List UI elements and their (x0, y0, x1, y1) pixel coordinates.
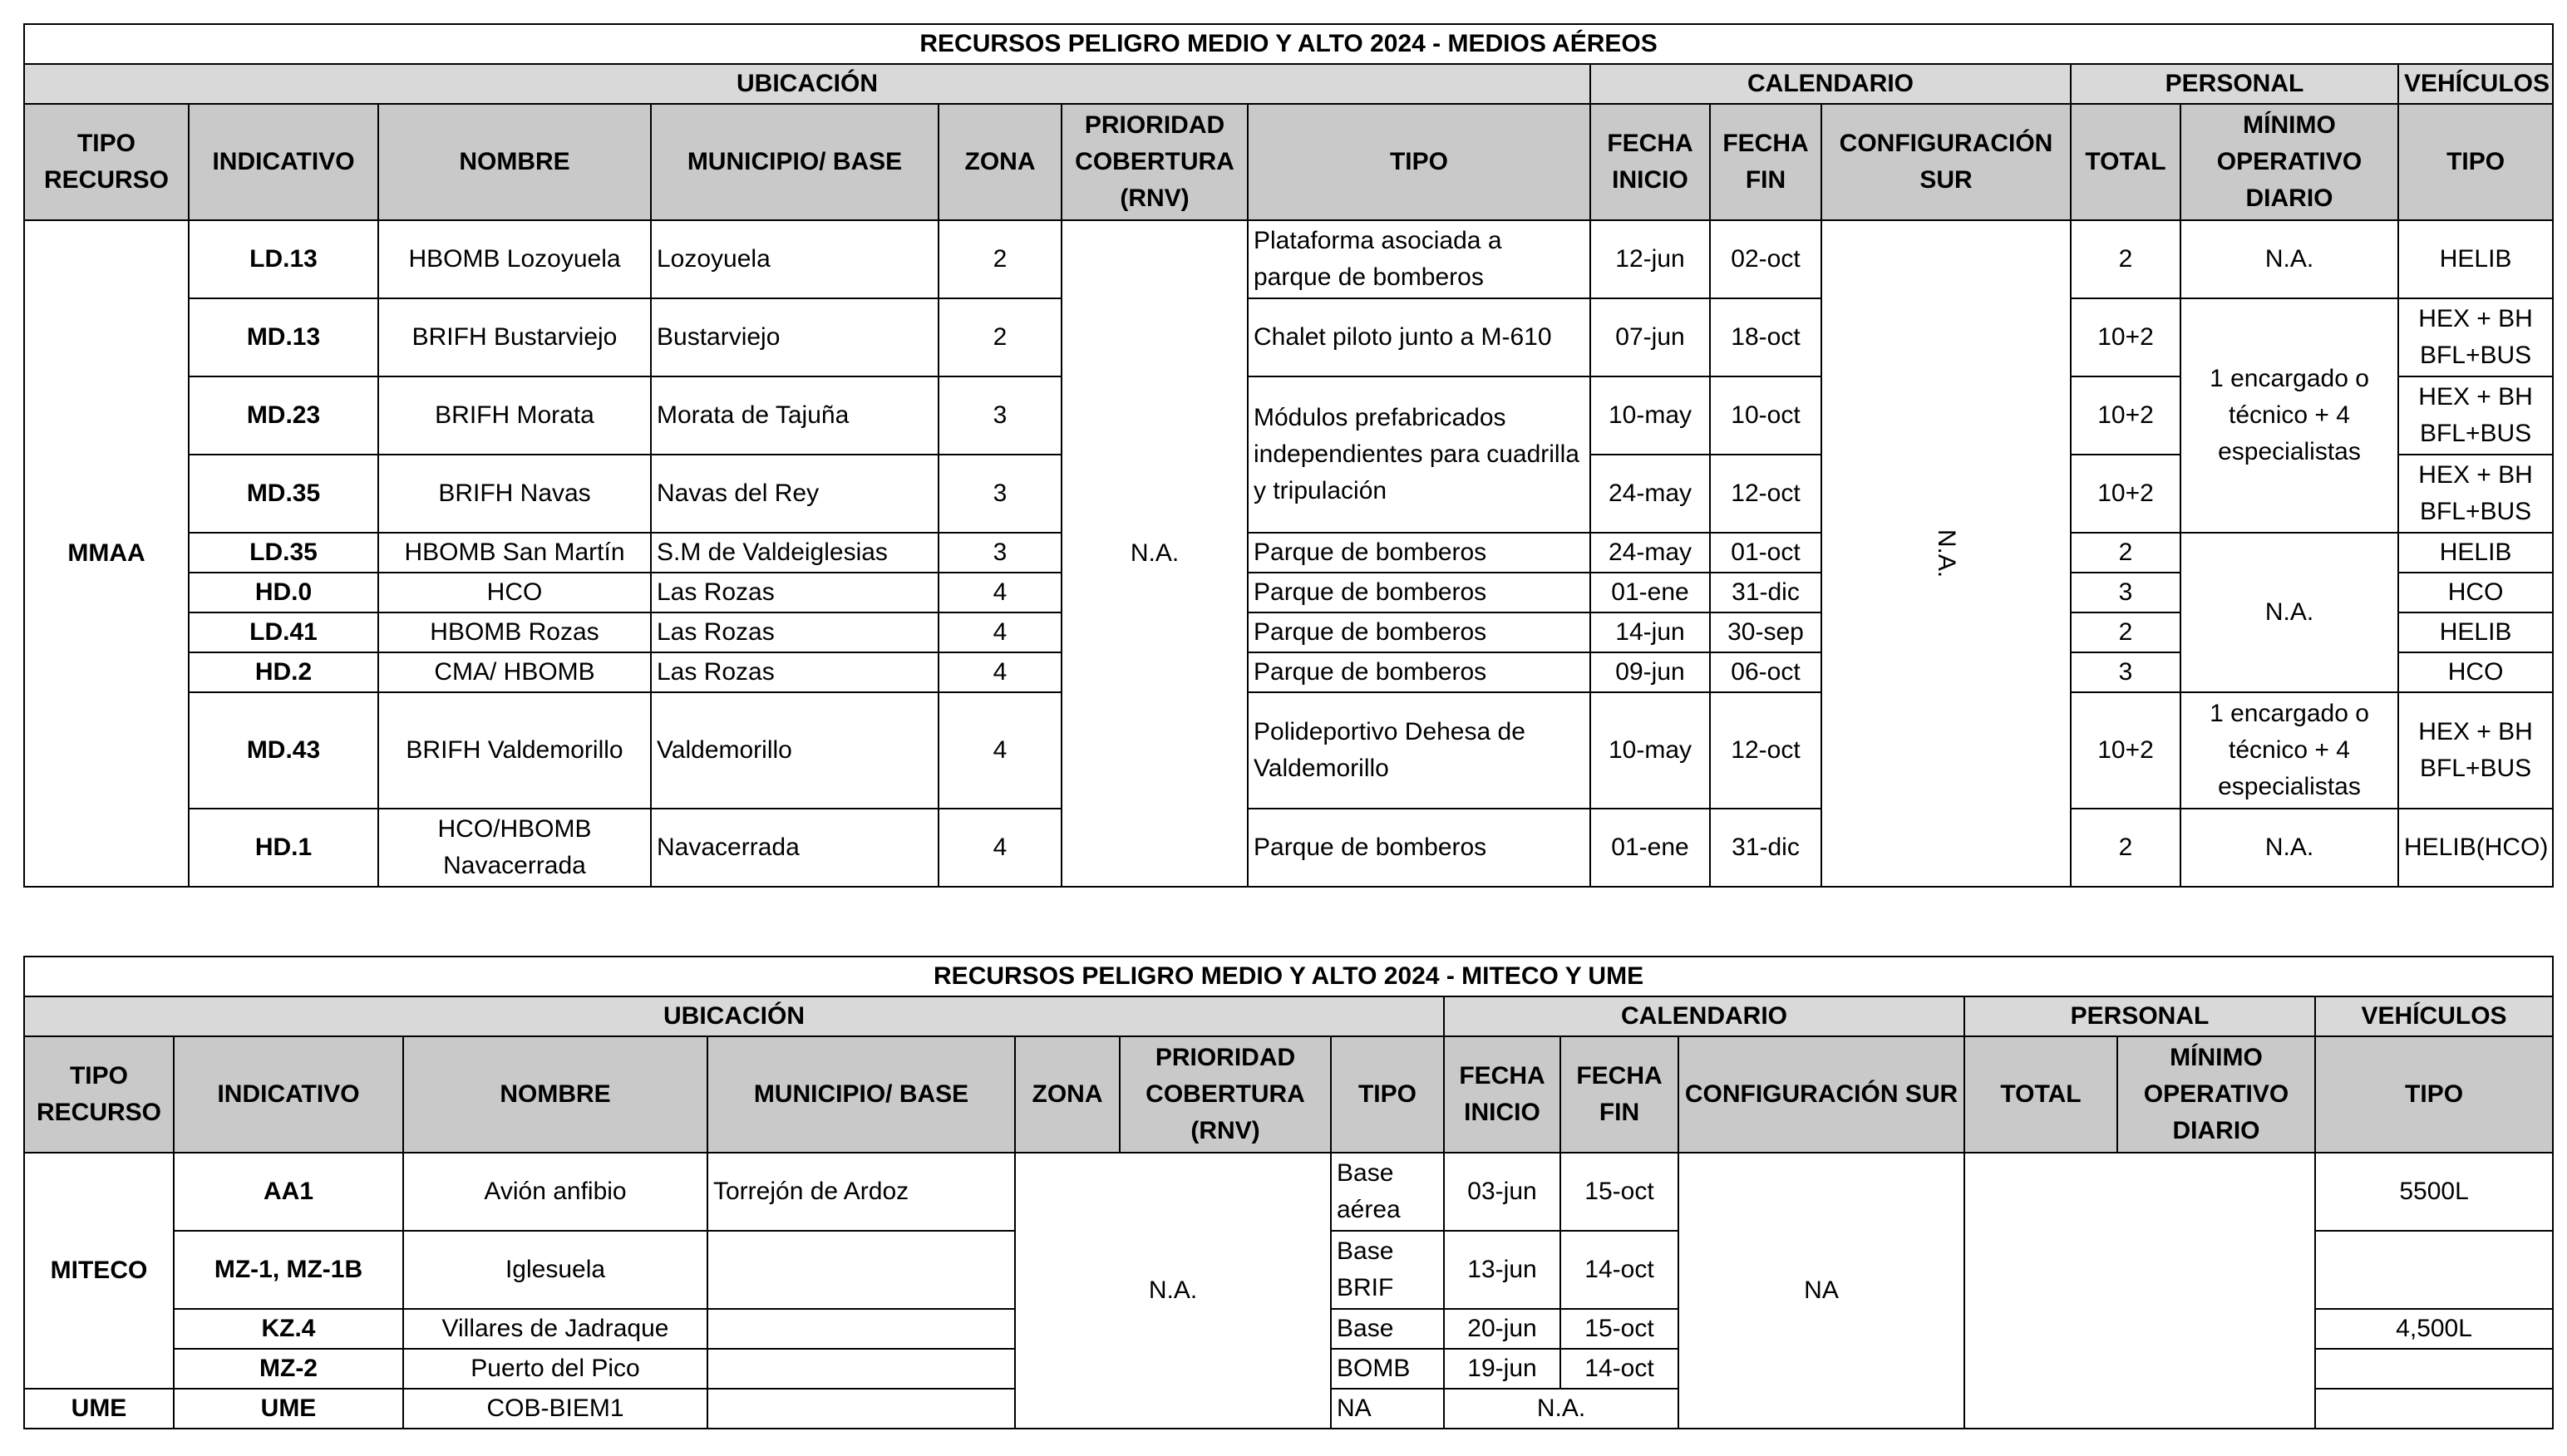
header-configuracion: CONFIGURACIÓN SUR (1678, 1036, 1964, 1153)
vehiculo-cell: HEX + BH BFL+BUS (2398, 298, 2553, 376)
configuracion-text: N.A. (1932, 529, 1960, 578)
zona-cell: 3 (939, 455, 1062, 533)
zona-cell: 2 (939, 220, 1062, 298)
header-fecha-inicio: FECHA INICIO (1444, 1036, 1560, 1153)
header-nombre: NOMBRE (403, 1036, 707, 1153)
table-title: RECURSOS PELIGRO MEDIO Y ALTO 2024 - MEDIOS AÉREOS (24, 24, 2553, 64)
table-row (24, 220, 2553, 298)
tipo-cell: Base BRIF (1331, 1231, 1444, 1309)
fecha-fin-cell: 15-oct (1560, 1309, 1678, 1349)
table-row (24, 612, 2553, 652)
nombre-cell: BRIFH Bustarviejo (378, 298, 651, 376)
miteco-ume-table (23, 956, 2554, 1429)
municipio-cell: Las Rozas (651, 612, 939, 652)
medios-aereos-table (23, 23, 2554, 888)
group-calendario: CALENDARIO (1444, 996, 1964, 1036)
fecha-fin-cell: 31-dic (1710, 809, 1821, 887)
municipio-cell (707, 1309, 1015, 1349)
fecha-inicio-cell: 03-jun (1444, 1153, 1560, 1231)
indicativo-cell: LD.41 (189, 612, 378, 652)
group-calendario: CALENDARIO (1590, 64, 2071, 104)
table-row (24, 809, 2553, 887)
header-municipio: MUNICIPIO/ BASE (707, 1036, 1015, 1153)
nombre-cell: COB-BIEM1 (403, 1389, 707, 1429)
nombre-cell: HBOMB San Martín (378, 533, 651, 573)
table-title: RECURSOS PELIGRO MEDIO Y ALTO 2024 - MITECO Y UME (24, 957, 2553, 996)
fecha-fin-cell: 01-oct (1710, 533, 1821, 573)
total-cell: 2 (2071, 533, 2180, 573)
nombre-cell: HBOMB Rozas (378, 612, 651, 652)
header-prioridad: PRIORIDAD COBERTURA (RNV) (1062, 104, 1248, 220)
tipo-recurso-cell: UME (24, 1389, 174, 1429)
total-cell: 3 (2071, 573, 2180, 612)
zona-cell: 3 (939, 533, 1062, 573)
nombre-cell: BRIFH Valdemorillo (378, 692, 651, 809)
fecha-inicio-cell: 01-ene (1590, 573, 1710, 612)
vehiculo-cell: HELIB (2398, 612, 2553, 652)
header-total: TOTAL (2071, 104, 2180, 220)
municipio-cell: Valdemorillo (651, 692, 939, 809)
vehiculo-cell: HELIB(HCO) (2398, 809, 2553, 887)
vehiculo-cell: 4,500L (2315, 1309, 2553, 1349)
municipio-cell (707, 1231, 1015, 1309)
nombre-cell: BRIFH Morata (378, 376, 651, 455)
group-ubicacion: UBICACIÓN (24, 996, 1444, 1036)
indicativo-cell: MD.13 (189, 298, 378, 376)
header-municipio: MUNICIPIO/ BASE (651, 104, 939, 220)
fecha-inicio-cell: 10-may (1590, 376, 1710, 455)
vehiculo-cell (2315, 1231, 2553, 1309)
table-row (24, 376, 2553, 455)
zona-cell: 4 (939, 573, 1062, 612)
vehiculo-cell: HEX + BH BFL+BUS (2398, 376, 2553, 455)
tipo-cell: Chalet piloto junto a M-610 (1248, 298, 1590, 376)
indicativo-cell: AA1 (174, 1153, 403, 1231)
fecha-fin-cell: 14-oct (1560, 1231, 1678, 1309)
header-vehiculo-tipo: TIPO (2398, 104, 2553, 220)
indicativo-cell: MZ-2 (174, 1349, 403, 1389)
municipio-cell (707, 1389, 1015, 1429)
table-row (24, 692, 2553, 809)
indicativo-cell: HD.2 (189, 652, 378, 692)
total-cell: 2 (2071, 809, 2180, 887)
tipo-cell: Parque de bomberos (1248, 809, 1590, 887)
header-fecha-inicio: FECHA INICIO (1590, 104, 1710, 220)
table-row (24, 533, 2553, 573)
nombre-cell: HCO/HBOMB Navacerrada (378, 809, 651, 887)
municipio-cell: Navas del Rey (651, 455, 939, 533)
tipo-cell: Base aérea (1331, 1153, 1444, 1231)
indicativo-cell: KZ.4 (174, 1309, 403, 1349)
header-fecha-fin: FECHA FIN (1560, 1036, 1678, 1153)
municipio-cell: Las Rozas (651, 573, 939, 612)
vehiculo-cell: HEX + BH BFL+BUS (2398, 692, 2553, 809)
table-row (24, 1153, 2553, 1231)
fecha-inicio-cell: 24-may (1590, 455, 1710, 533)
header-zona: ZONA (939, 104, 1062, 220)
zona-cell: 4 (939, 652, 1062, 692)
personal-cell (1964, 1153, 2315, 1429)
nombre-cell: HBOMB Lozoyuela (378, 220, 651, 298)
group-personal: PERSONAL (2071, 64, 2398, 104)
zona-cell: 3 (939, 376, 1062, 455)
tipo-cell: Plataforma asociada a parque de bomberos (1248, 220, 1590, 298)
minimo-cell: N.A. (2180, 809, 2398, 887)
tipo-cell: Parque de bomberos (1248, 612, 1590, 652)
prioridad-cell: N.A. (1015, 1153, 1331, 1429)
fecha-fin-cell: 02-oct (1710, 220, 1821, 298)
header-nombre: NOMBRE (378, 104, 651, 220)
nombre-cell: Villares de Jadraque (403, 1309, 707, 1349)
fecha-fin-cell: 06-oct (1710, 652, 1821, 692)
municipio-cell: Las Rozas (651, 652, 939, 692)
fecha-inicio-cell: 20-jun (1444, 1309, 1560, 1349)
fecha-inicio-cell: 13-jun (1444, 1231, 1560, 1309)
tipo-recurso-cell: MMAA (24, 220, 189, 887)
tipo-cell: Parque de bomberos (1248, 533, 1590, 573)
indicativo-cell: MZ-1, MZ-1B (174, 1231, 403, 1309)
header-zona: ZONA (1015, 1036, 1120, 1153)
total-cell: 3 (2071, 652, 2180, 692)
fecha-inicio-cell: 07-jun (1590, 298, 1710, 376)
fecha-fin-cell: 18-oct (1710, 298, 1821, 376)
header-tipo: TIPO (1248, 104, 1590, 220)
header-tipo-recurso: TIPO RECURSO (24, 1036, 174, 1153)
fecha-inicio-cell: 24-may (1590, 533, 1710, 573)
indicativo-cell: HD.1 (189, 809, 378, 887)
fecha-fin-cell: 15-oct (1560, 1153, 1678, 1231)
minimo-cell: 1 encargado o técnico + 4 especialistas (2180, 692, 2398, 809)
total-cell: 10+2 (2071, 455, 2180, 533)
vehiculo-cell: HCO (2398, 573, 2553, 612)
tipo-cell: Base (1331, 1309, 1444, 1349)
group-vehiculos: VEHÍCULOS (2398, 64, 2553, 104)
table-row (24, 298, 2553, 376)
nombre-cell: Puerto del Pico (403, 1349, 707, 1389)
indicativo-cell: UME (174, 1389, 403, 1429)
fecha-inicio-cell: 01-ene (1590, 809, 1710, 887)
municipio-cell: Morata de Tajuña (651, 376, 939, 455)
table-row (24, 652, 2553, 692)
zona-cell: 2 (939, 298, 1062, 376)
indicativo-cell: MD.43 (189, 692, 378, 809)
minimo-cell: 1 encargado o técnico + 4 especialistas (2180, 298, 2398, 533)
header-minimo: MÍNIMO OPERATIVO DIARIO (2117, 1036, 2315, 1153)
header-tipo: TIPO (1331, 1036, 1444, 1153)
total-cell: 2 (2071, 612, 2180, 652)
zona-cell: 4 (939, 809, 1062, 887)
header-indicativo: INDICATIVO (189, 104, 378, 220)
indicativo-cell: LD.35 (189, 533, 378, 573)
indicativo-cell: MD.35 (189, 455, 378, 533)
municipio-cell: Lozoyuela (651, 220, 939, 298)
tipo-cell: BOMB (1331, 1349, 1444, 1389)
fecha-fin-cell: 10-oct (1710, 376, 1821, 455)
nombre-cell: Avión anfibio (403, 1153, 707, 1231)
group-vehiculos: VEHÍCULOS (2315, 996, 2553, 1036)
fecha-fin-cell: 12-oct (1710, 692, 1821, 809)
nombre-cell: HCO (378, 573, 651, 612)
tipo-cell: Módulos prefabricados independientes para cuadrilla y tripulación (1248, 376, 1590, 533)
fecha-fin-cell: 30-sep (1710, 612, 1821, 652)
minimo-cell: N.A. (2180, 220, 2398, 298)
fecha-inicio-cell: 10-may (1590, 692, 1710, 809)
nombre-cell: CMA/ HBOMB (378, 652, 651, 692)
tipo-cell: Parque de bomberos (1248, 573, 1590, 612)
group-ubicacion: UBICACIÓN (24, 64, 1590, 104)
header-fecha-fin: FECHA FIN (1710, 104, 1821, 220)
municipio-cell (707, 1349, 1015, 1389)
vehiculo-cell (2315, 1349, 2553, 1389)
minimo-cell: N.A. (2180, 533, 2398, 692)
indicativo-cell: LD.13 (189, 220, 378, 298)
tipo-cell: Parque de bomberos (1248, 652, 1590, 692)
fecha-inicio-cell: 19-jun (1444, 1349, 1560, 1389)
fecha-inicio-cell: 09-jun (1590, 652, 1710, 692)
header-vehiculo-tipo: TIPO (2315, 1036, 2553, 1153)
total-cell: 10+2 (2071, 298, 2180, 376)
calendario-cell: N.A. (1444, 1389, 1678, 1429)
vehiculo-cell (2315, 1389, 2553, 1429)
fecha-fin-cell: 14-oct (1560, 1349, 1678, 1389)
total-cell: 2 (2071, 220, 2180, 298)
header-tipo-recurso: TIPO RECURSO (24, 104, 189, 220)
nombre-cell: Iglesuela (403, 1231, 707, 1309)
fecha-fin-cell: 31-dic (1710, 573, 1821, 612)
municipio-cell: S.M de Valdeiglesias (651, 533, 939, 573)
tipo-recurso-cell: MITECO (24, 1153, 174, 1389)
header-indicativo: INDICATIVO (174, 1036, 403, 1153)
fecha-inicio-cell: 12-jun (1590, 220, 1710, 298)
indicativo-cell: MD.23 (189, 376, 378, 455)
municipio-cell: Bustarviejo (651, 298, 939, 376)
tipo-cell: NA (1331, 1389, 1444, 1429)
vehiculo-cell: HEX + BH BFL+BUS (2398, 455, 2553, 533)
fecha-fin-cell: 12-oct (1710, 455, 1821, 533)
header-minimo: MÍNIMO OPERATIVO DIARIO (2180, 104, 2398, 220)
total-cell: 10+2 (2071, 692, 2180, 809)
indicativo-cell: HD.0 (189, 573, 378, 612)
municipio-cell: Torrejón de Ardoz (707, 1153, 1015, 1231)
header-total: TOTAL (1964, 1036, 2117, 1153)
prioridad-cell: N.A. (1062, 220, 1248, 887)
configuracion-cell: NA (1678, 1153, 1964, 1429)
tipo-cell: Polideportivo Dehesa de Valdemorillo (1248, 692, 1590, 809)
nombre-cell: BRIFH Navas (378, 455, 651, 533)
vehiculo-cell: HELIB (2398, 220, 2553, 298)
zona-cell: 4 (939, 612, 1062, 652)
table-row (24, 573, 2553, 612)
header-configuracion: CONFIGURACIÓN SUR (1821, 104, 2071, 220)
fecha-inicio-cell: 14-jun (1590, 612, 1710, 652)
header-prioridad: PRIORIDAD COBERTURA (RNV) (1120, 1036, 1331, 1153)
vehiculo-cell: HELIB (2398, 533, 2553, 573)
vehiculo-cell: HCO (2398, 652, 2553, 692)
total-cell: 10+2 (2071, 376, 2180, 455)
configuracion-cell (1821, 220, 2071, 887)
vehiculo-cell: 5500L (2315, 1153, 2553, 1231)
municipio-cell: Navacerrada (651, 809, 939, 887)
zona-cell: 4 (939, 692, 1062, 809)
group-personal: PERSONAL (1964, 996, 2315, 1036)
